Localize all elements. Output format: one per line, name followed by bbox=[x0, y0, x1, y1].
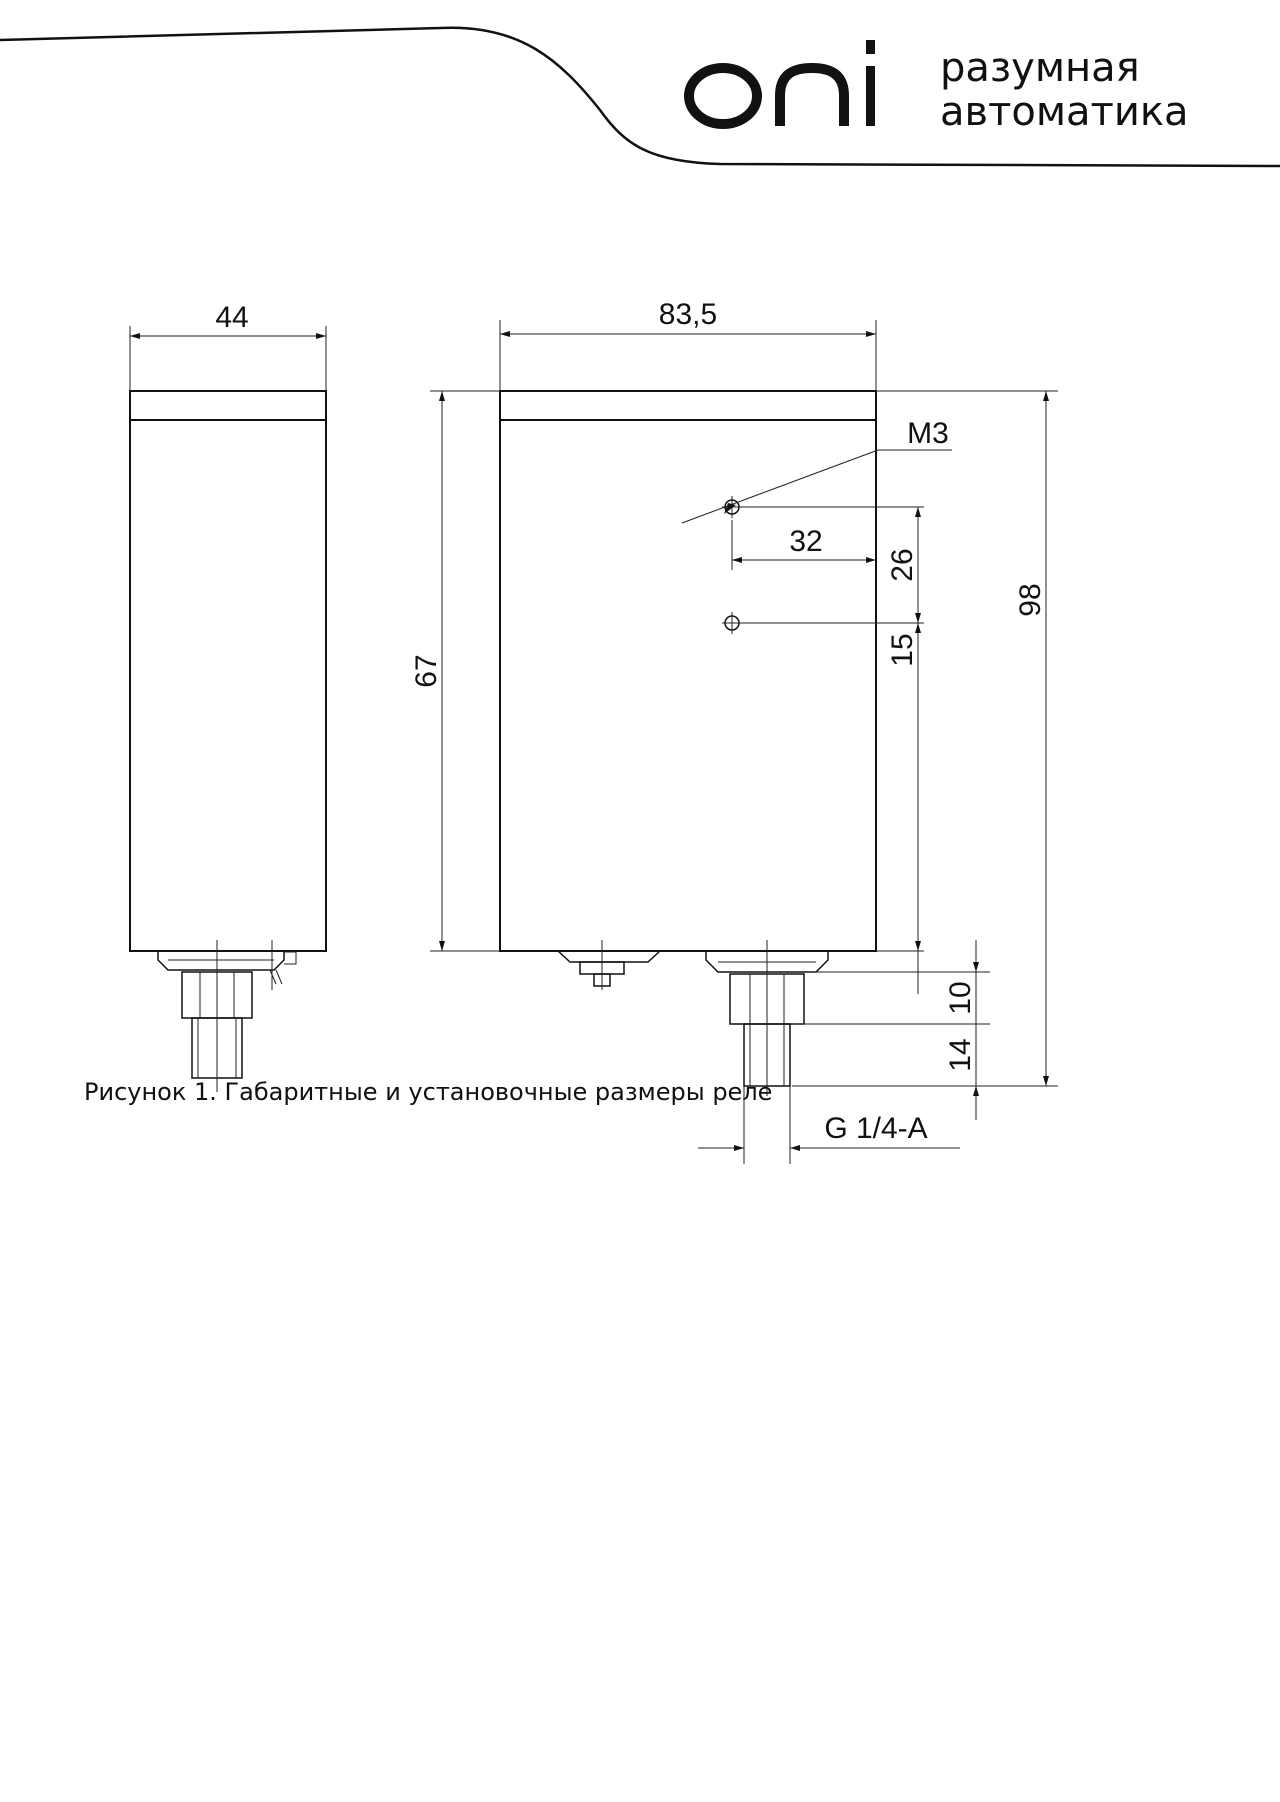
dim-front-width: 83,5 bbox=[658, 298, 718, 331]
dim-side-width: 44 bbox=[215, 301, 249, 334]
dimension-drawing bbox=[0, 260, 1280, 1220]
dim-body-height: 67 bbox=[410, 654, 443, 688]
oni-logo bbox=[680, 34, 880, 134]
side-view bbox=[130, 301, 326, 1092]
front-view bbox=[410, 298, 1058, 1164]
dim-thread-m3: M3 bbox=[907, 417, 949, 450]
dim-fitting-thread: G 1/4-A bbox=[824, 1112, 928, 1145]
dim-hole-top-offset: 26 bbox=[886, 548, 919, 582]
dim-nut-height: 10 bbox=[944, 981, 977, 1015]
dim-hole-bottom-offset: 15 bbox=[886, 633, 919, 667]
figure-caption: Рисунок 1. Габаритные и установочные размеры реле bbox=[84, 1078, 773, 1106]
dim-thread-length: 14 bbox=[944, 1038, 977, 1072]
dim-total-height: 98 bbox=[1014, 583, 1047, 617]
brand-tagline bbox=[940, 46, 1189, 134]
dim-hole-spacing-h: 32 bbox=[789, 525, 823, 558]
tagline-line2: автоматика bbox=[940, 89, 1189, 135]
tagline-line1: разумная bbox=[940, 45, 1140, 91]
